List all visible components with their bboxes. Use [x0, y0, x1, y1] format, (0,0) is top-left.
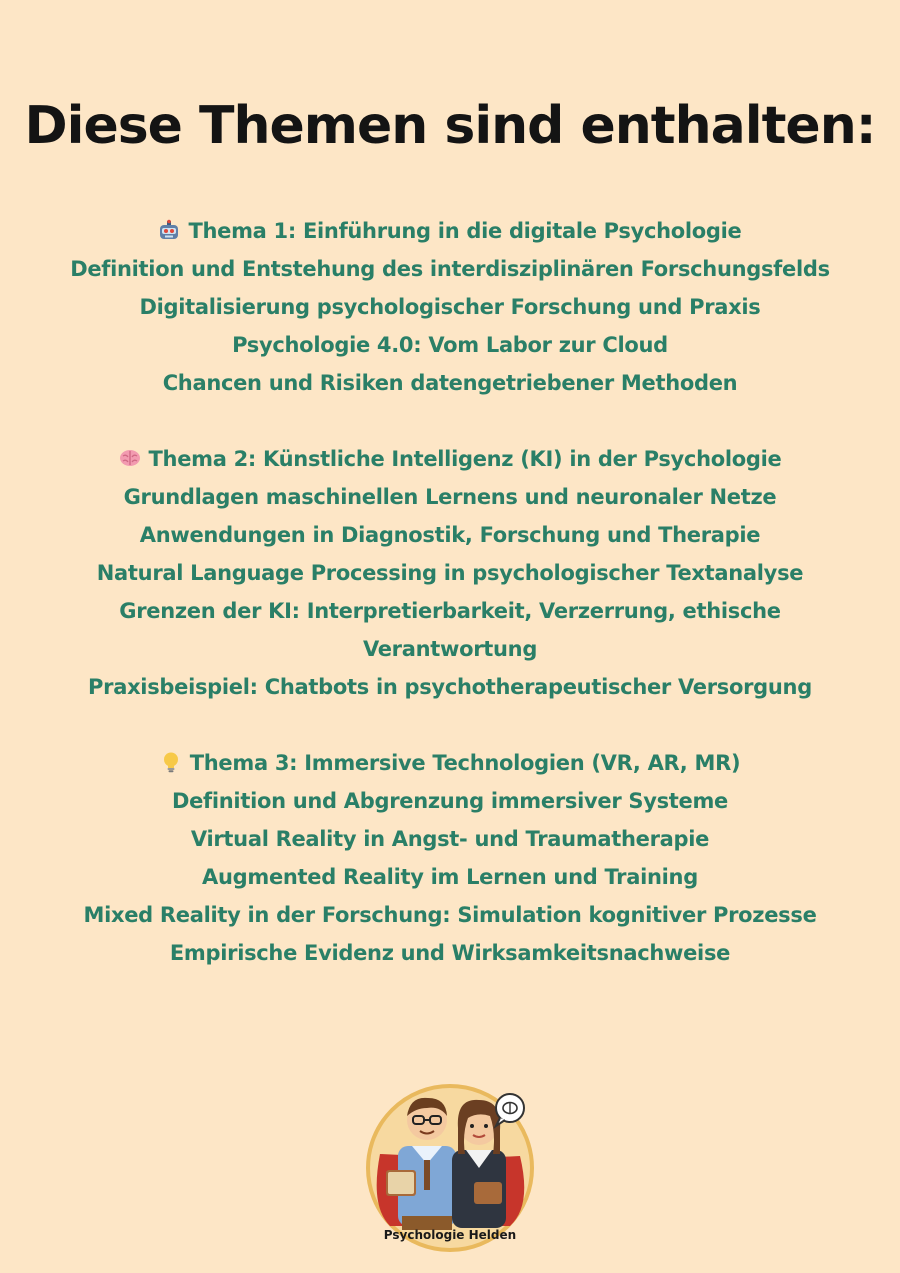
list-item: Definition und Entstehung des interdisziplinären Forschungsfelds	[70, 257, 830, 281]
list-item: Augmented Reality im Lernen und Training	[202, 865, 698, 889]
section-topic-1	[0, 212, 900, 402]
list-item: Anwendungen in Diagnostik, Forschung und Therapie	[139, 523, 761, 547]
page-title: Diese Themen sind enthalten:	[24, 96, 876, 156]
section-heading	[0, 744, 900, 782]
list-item: Verantwortung	[362, 637, 538, 661]
brain-icon	[119, 447, 141, 469]
list-item: Definition und Abgrenzung immersiver Systeme	[171, 789, 729, 813]
lightbulb-icon	[160, 751, 182, 773]
list-item: Empirische Evidenz und Wirksamkeitsnachweise	[169, 941, 731, 965]
section-heading-text: Thema 3: Immersive Technologien (VR, AR, MR)	[189, 751, 741, 775]
brand-name: Psychologie Helden	[383, 1228, 517, 1242]
robot-icon	[158, 219, 180, 241]
section-heading-text: Thema 2: Künstliche Intelligenz (KI) in der Psychologie	[148, 447, 782, 471]
list-item: Natural Language Processing in psychologischer Textanalyse	[96, 561, 804, 585]
list-item: Chancen und Risiken datengetriebener Methoden	[162, 371, 738, 395]
section-topic-2	[0, 440, 900, 706]
section-heading-text: Thema 1: Einführung in die digitale Psychologie	[188, 219, 742, 243]
section-topic-3	[0, 744, 900, 972]
section-heading	[0, 212, 900, 250]
list-item: Grundlagen maschinellen Lernens und neuronaler Netze	[123, 485, 777, 509]
list-item: Digitalisierung psychologischer Forschung und Praxis	[139, 295, 761, 319]
list-item: Grenzen der KI: Interpretierbarkeit, Verzerrung, ethische	[119, 599, 781, 623]
list-item: Praxisbeispiel: Chatbots in psychotherapeutischer Versorgung	[88, 675, 812, 699]
list-item: Virtual Reality in Angst- und Traumatherapie	[190, 827, 710, 851]
list-item: Psychologie 4.0: Vom Labor zur Cloud	[232, 333, 668, 357]
section-heading	[0, 440, 900, 478]
list-item: Mixed Reality in der Forschung: Simulation kognitiver Prozesse	[83, 903, 817, 927]
